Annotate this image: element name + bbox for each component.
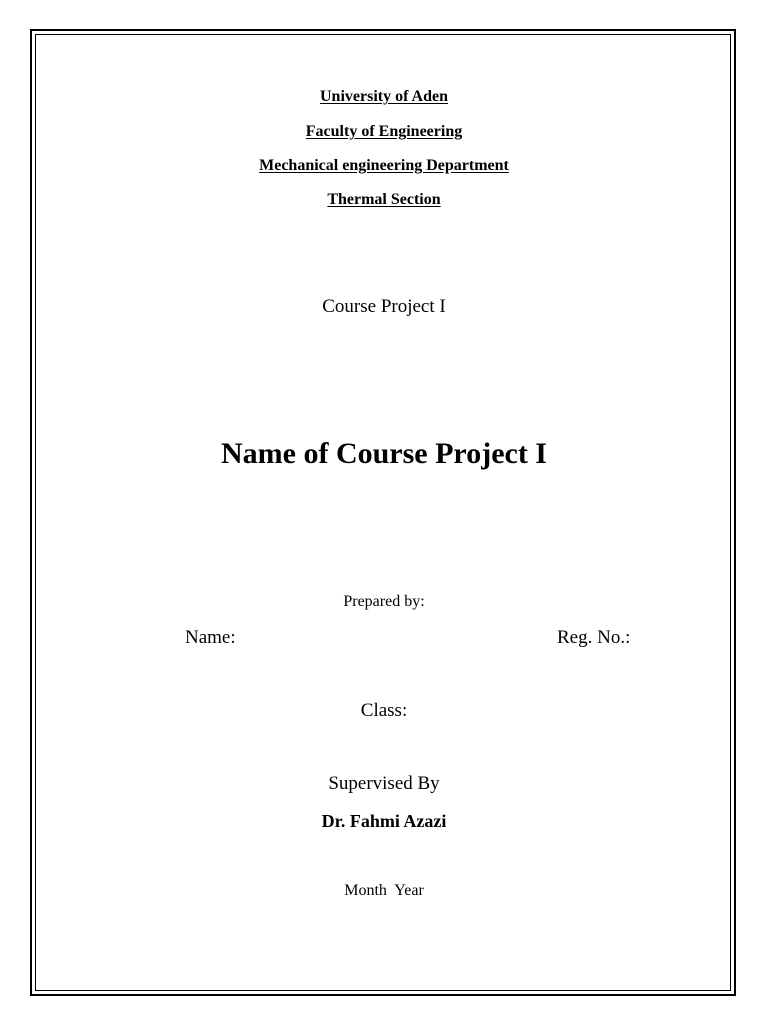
supervised-by-label: Supervised By [328,773,440,794]
page-border-inner [35,34,731,991]
university-name: University of Aden [320,88,448,105]
supervisor-name: Dr. Fahmi Azazi [321,811,447,831]
reg-no-label: Reg. No.: [557,627,631,648]
prepared-by-label: Prepared by: [343,593,425,610]
student-name-label: Name: [185,627,236,648]
project-title: Name of Course Project I [220,437,547,470]
class-label: Class: [360,700,408,721]
faculty-name: Faculty of Engineering [305,123,463,140]
date-text: Month Year [344,882,424,899]
section-name: Thermal Section [327,191,441,208]
course-label: Course Project I [322,296,446,317]
department-name: Mechanical engineering Department [259,157,509,174]
